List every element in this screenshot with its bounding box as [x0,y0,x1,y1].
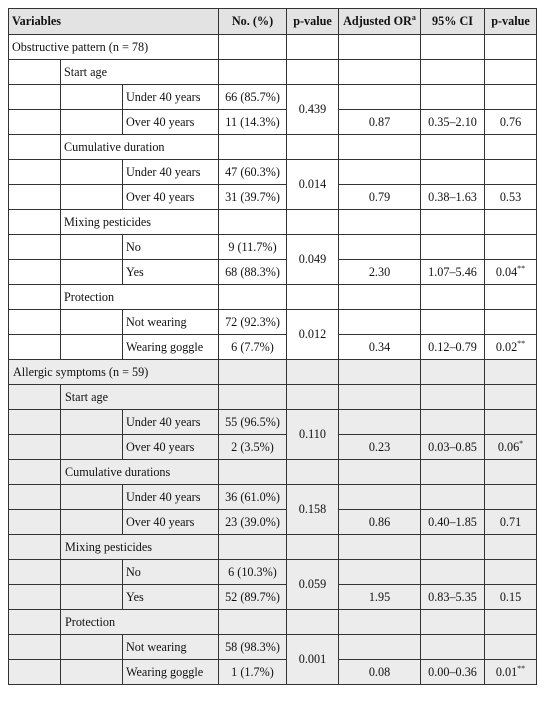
adjusted-or: 2.30 [339,260,421,285]
empty-cell [485,85,537,110]
empty-cell [421,535,485,560]
empty-cell [219,35,287,60]
empty-cell [339,460,421,485]
empty-cell [485,35,537,60]
row-label: Wearing goggle [123,660,219,685]
empty-cell [485,360,537,385]
adjusted-pvalue [485,260,537,285]
empty-cell [287,210,339,235]
header-variables: Variables [9,9,219,35]
empty-cell [485,135,537,160]
empty-cell [219,60,287,85]
adjusted-or: 0.23 [339,435,421,460]
indent-cell [9,235,61,260]
adjusted-pvalue [485,335,537,360]
indent-cell [61,85,123,110]
indent-cell [61,485,123,510]
group-pvalue: 0.049 [287,235,339,285]
header-pvalue-2: p-value [485,9,537,35]
empty-cell [485,535,537,560]
empty-cell [421,360,485,385]
group-pvalue: 0.012 [287,310,339,360]
section-label: Allergic symptoms (n = 59) [9,360,219,385]
empty-cell [421,310,485,335]
confidence-interval: 1.07–5.46 [421,260,485,285]
empty-cell [219,135,287,160]
indent-cell [9,385,61,410]
group-pvalue: 0.001 [287,635,339,685]
count-percent: 6 (10.3%) [219,560,287,585]
indent-cell [9,160,61,185]
table-row [9,560,537,585]
empty-cell [485,160,537,185]
adjusted-pvalue-text: 0.15 [499,589,522,604]
adjusted-or: 0.34 [339,335,421,360]
indent-cell [61,585,123,610]
group-label: Protection [61,285,219,310]
table-body [9,9,537,685]
count-percent: 72 (92.3%) [219,310,287,335]
significance-marker: ** [517,338,526,348]
group-pvalue: 0.110 [287,410,339,460]
group-label: Start age [61,385,219,410]
adjusted-pvalue-text: 0.06 [497,439,520,454]
empty-cell [485,385,537,410]
count-percent: 36 (61.0%) [219,485,287,510]
group-row [9,210,537,235]
empty-cell [339,35,421,60]
group-label: Mixing pesticides [61,535,219,560]
indent-cell [9,310,61,335]
confidence-interval: 0.38–1.63 [421,185,485,210]
empty-cell [339,610,421,635]
significance-marker: * [519,438,524,448]
empty-cell [287,535,339,560]
table-row [9,410,537,435]
indent-cell [61,410,123,435]
empty-cell [287,135,339,160]
header-adjusted-or [339,9,421,35]
section-row [9,35,537,60]
header-ci: 95% CI [421,9,485,35]
table-row [9,185,537,210]
empty-cell [287,35,339,60]
adjusted-or: 1.95 [339,585,421,610]
group-label: Cumulative duration [61,135,219,160]
section-label: Obstructive pattern (n = 78) [9,35,219,60]
table-row [9,85,537,110]
indent-cell [9,285,61,310]
count-percent: 1 (1.7%) [219,660,287,685]
table-row [9,485,537,510]
count-percent: 23 (39.0%) [219,510,287,535]
row-label: Over 40 years [123,110,219,135]
empty-cell [485,60,537,85]
empty-cell [339,60,421,85]
indent-cell [9,60,61,85]
indent-cell [61,160,123,185]
group-pvalue: 0.059 [287,560,339,610]
empty-cell [339,485,421,510]
confidence-interval: 0.00–0.36 [421,660,485,685]
indent-cell [9,185,61,210]
empty-cell [485,635,537,660]
count-percent: 47 (60.3%) [219,160,287,185]
empty-cell [421,610,485,635]
empty-cell [485,235,537,260]
count-percent: 55 (96.5%) [219,410,287,435]
confidence-interval: 0.40–1.85 [421,510,485,535]
empty-cell [219,285,287,310]
empty-cell [339,560,421,585]
row-label: Under 40 years [123,160,219,185]
empty-cell [421,60,485,85]
empty-cell [485,285,537,310]
row-label: Over 40 years [123,185,219,210]
empty-cell [421,635,485,660]
adjusted-pvalue [485,435,537,460]
empty-cell [339,160,421,185]
empty-cell [287,60,339,85]
indent-cell [9,560,61,585]
empty-cell [339,235,421,260]
adjusted-or: 0.08 [339,660,421,685]
significance-marker: ** [517,263,526,273]
indent-cell [61,560,123,585]
row-label: Over 40 years [123,510,219,535]
table-row [9,660,537,685]
indent-cell [9,335,61,360]
empty-cell [339,310,421,335]
count-percent: 6 (7.7%) [219,335,287,360]
empty-cell [421,235,485,260]
confidence-interval: 0.12–0.79 [421,335,485,360]
empty-cell [485,460,537,485]
group-pvalue: 0.158 [287,485,339,535]
table-row [9,635,537,660]
empty-cell [421,35,485,60]
header-adjusted-or-text: Adjusted OR [343,14,412,28]
empty-cell [339,210,421,235]
empty-cell [421,460,485,485]
count-percent: 66 (85.7%) [219,85,287,110]
adjusted-pvalue-text: 0.02 [495,339,518,354]
indent-cell [9,110,61,135]
indent-cell [61,635,123,660]
indent-cell [9,410,61,435]
row-label: Not wearing [123,310,219,335]
header-no-pct: No. (%) [219,9,287,35]
indent-cell [9,535,61,560]
indent-cell [9,585,61,610]
adjusted-pvalue-text: 0.01 [495,664,518,679]
group-label: Cumulative durations [61,460,219,485]
indent-cell [9,435,61,460]
confidence-interval: 0.03–0.85 [421,435,485,460]
table-row [9,310,537,335]
header-adjusted-or-superscript: a [411,12,416,22]
row-label: Yes [123,585,219,610]
table-row [9,160,537,185]
empty-cell [219,360,287,385]
table-row [9,435,537,460]
adjusted-pvalue-text: 0.76 [499,114,522,129]
empty-cell [219,210,287,235]
row-label: Not wearing [123,635,219,660]
group-label: Mixing pesticides [61,210,219,235]
empty-cell [339,385,421,410]
adjusted-or: 0.87 [339,110,421,135]
empty-cell [339,135,421,160]
adjusted-pvalue-text: 0.04 [495,264,518,279]
row-label: No [123,235,219,260]
indent-cell [9,660,61,685]
empty-cell [219,535,287,560]
results-table [8,8,537,685]
table-row [9,235,537,260]
empty-cell [485,210,537,235]
adjusted-pvalue [485,660,537,685]
indent-cell [9,610,61,635]
group-row [9,385,537,410]
row-label: Under 40 years [123,410,219,435]
confidence-interval: 0.83–5.35 [421,585,485,610]
adjusted-pvalue-text: 0.71 [499,514,522,529]
indent-cell [9,260,61,285]
row-label: No [123,560,219,585]
count-percent: 31 (39.7%) [219,185,287,210]
group-row [9,285,537,310]
empty-cell [287,610,339,635]
adjusted-pvalue-text: 0.53 [499,189,522,204]
empty-cell [287,385,339,410]
indent-cell [61,510,123,535]
header-row [9,9,537,35]
empty-cell [219,460,287,485]
empty-cell [421,160,485,185]
adjusted-pvalue [485,510,537,535]
row-label: Under 40 years [123,485,219,510]
table-row [9,110,537,135]
empty-cell [421,85,485,110]
header-pvalue: p-value [287,9,339,35]
empty-cell [485,310,537,335]
indent-cell [9,635,61,660]
count-percent: 2 (3.5%) [219,435,287,460]
row-label: Yes [123,260,219,285]
empty-cell [287,360,339,385]
empty-cell [421,485,485,510]
indent-cell [9,510,61,535]
empty-cell [339,535,421,560]
group-row [9,135,537,160]
adjusted-pvalue [485,110,537,135]
count-percent: 11 (14.3%) [219,110,287,135]
confidence-interval: 0.35–2.10 [421,110,485,135]
row-label: Over 40 years [123,435,219,460]
indent-cell [61,185,123,210]
empty-cell [421,285,485,310]
adjusted-pvalue [485,585,537,610]
table-row [9,585,537,610]
empty-cell [421,410,485,435]
indent-cell [61,235,123,260]
empty-cell [485,610,537,635]
row-label: Under 40 years [123,85,219,110]
indent-cell [61,335,123,360]
adjusted-or: 0.86 [339,510,421,535]
group-label: Protection [61,610,219,635]
indent-cell [61,110,123,135]
indent-cell [9,135,61,160]
empty-cell [485,485,537,510]
table-row [9,510,537,535]
indent-cell [61,660,123,685]
table-container [8,8,537,685]
table-row [9,335,537,360]
adjusted-pvalue [485,185,537,210]
empty-cell [339,285,421,310]
empty-cell [339,360,421,385]
empty-cell [485,410,537,435]
indent-cell [61,435,123,460]
count-percent: 68 (88.3%) [219,260,287,285]
significance-marker: ** [517,663,526,673]
empty-cell [287,285,339,310]
empty-cell [339,410,421,435]
count-percent: 52 (89.7%) [219,585,287,610]
group-pvalue: 0.014 [287,160,339,210]
count-percent: 9 (11.7%) [219,235,287,260]
group-row [9,535,537,560]
group-label: Start age [61,60,219,85]
indent-cell [9,485,61,510]
empty-cell [219,610,287,635]
count-percent: 58 (98.3%) [219,635,287,660]
empty-cell [287,460,339,485]
empty-cell [219,385,287,410]
indent-cell [9,210,61,235]
section-row [9,360,537,385]
table-row [9,260,537,285]
empty-cell [421,210,485,235]
indent-cell [61,310,123,335]
row-label: Wearing goggle [123,335,219,360]
group-row [9,460,537,485]
group-row [9,610,537,635]
empty-cell [421,385,485,410]
empty-cell [421,135,485,160]
group-row [9,60,537,85]
indent-cell [9,460,61,485]
indent-cell [9,85,61,110]
group-pvalue: 0.439 [287,85,339,135]
indent-cell [61,260,123,285]
empty-cell [339,85,421,110]
adjusted-or: 0.79 [339,185,421,210]
empty-cell [485,560,537,585]
empty-cell [339,635,421,660]
empty-cell [421,560,485,585]
